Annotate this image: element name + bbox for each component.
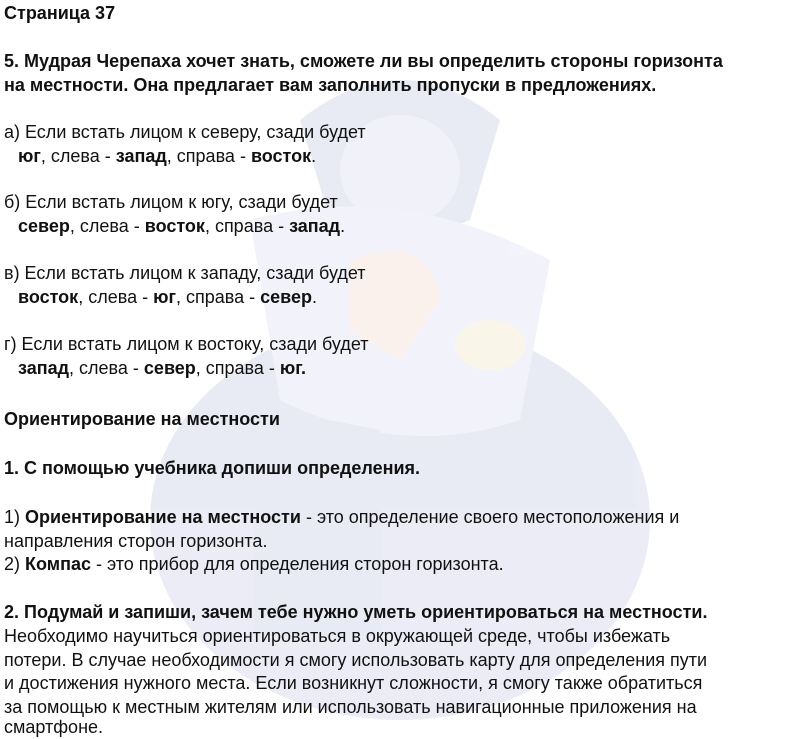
- item-a-answer: [18, 144, 316, 168]
- item-d-sep1: , слева -: [69, 358, 144, 378]
- definition-1-number: 1): [4, 507, 26, 527]
- item-b-sep2: , справа -: [204, 216, 290, 236]
- definition-1-text: - это определение своего местоположения и: [300, 507, 680, 527]
- item-c-left: юг: [153, 287, 176, 307]
- item-c-behind: восток: [18, 287, 79, 307]
- task2-answer-line: за помощью к местным жителям или использовать навигационные приложения на: [4, 697, 697, 717]
- item-a-question: а) Если встать лицом к северу, сзади будет: [4, 122, 366, 142]
- item-a-sep2: , справа -: [166, 146, 251, 166]
- task2-answer-line: смартфоне.: [4, 717, 104, 737]
- item-b-sep1: , слева -: [69, 216, 145, 236]
- item-b-answer: [18, 214, 345, 238]
- page-title: Страница 37: [4, 3, 116, 23]
- definition-2-text: - это прибор для определения сторон горизонта.: [90, 554, 504, 574]
- task5-heading-line2: на местности. Она предлагает вам заполнить пропуски в предложениях.: [4, 75, 657, 95]
- task2-heading: 2. Подумай и запиши, зачем тебе нужно уметь ориентироваться на местности.: [4, 602, 708, 622]
- item-b-right: запад: [289, 216, 341, 236]
- item-b-question: б) Если встать лицом к югу, сзади будет: [4, 192, 338, 212]
- item-b-left: восток: [144, 216, 205, 236]
- definition-2: [4, 552, 504, 576]
- definition-1-term: Ориентирование на местности: [25, 507, 301, 527]
- definition-1: [4, 505, 679, 529]
- task5-heading-line1: 5. Мудрая Черепаха хочет знать, сможете ли вы определить стороны горизонта: [4, 51, 723, 71]
- item-c-end: .: [311, 287, 317, 307]
- item-c-answer: [18, 285, 317, 309]
- item-a-right: восток: [250, 146, 312, 166]
- task2-answer-line: Необходимо научиться ориентироваться в окружающей среде, чтобы избежать: [4, 626, 671, 646]
- item-a-left: запад: [115, 146, 167, 166]
- task2-answer-line: потери. В случае необходимости я смогу использовать карту для определения пути: [4, 650, 708, 670]
- task2-answer-line: и достижения нужного места. Если возникнут сложности, я смогу также обратиться: [4, 673, 703, 693]
- item-d-sep2: , справа -: [195, 358, 280, 378]
- item-b-behind: север: [18, 216, 70, 236]
- definition-1-continuation: направления сторон горизонта.: [4, 531, 268, 551]
- definition-2-number: 2): [4, 554, 26, 574]
- item-c-sep2: , справа -: [175, 287, 261, 307]
- section-title: Ориентирование на местности: [4, 409, 280, 429]
- item-a-sep1: , слева -: [40, 146, 116, 166]
- item-a-end: .: [311, 146, 317, 166]
- item-d-right: юг.: [279, 358, 306, 378]
- definition-2-term: Компас: [25, 554, 91, 574]
- item-a-behind: юг: [18, 146, 41, 166]
- item-d-question: г) Если встать лицом к востоку, сзади будет: [4, 334, 369, 354]
- item-d-answer: [18, 356, 306, 380]
- item-c-right: север: [260, 287, 312, 307]
- item-b-end: .: [340, 216, 346, 236]
- item-d-left: север: [143, 358, 196, 378]
- task1-heading: 1. С помощью учебника допиши определения.: [4, 458, 421, 478]
- item-c-sep1: , слева -: [78, 287, 154, 307]
- item-c-question: в) Если встать лицом к западу, сзади будет: [4, 263, 366, 283]
- item-d-behind: запад: [18, 358, 70, 378]
